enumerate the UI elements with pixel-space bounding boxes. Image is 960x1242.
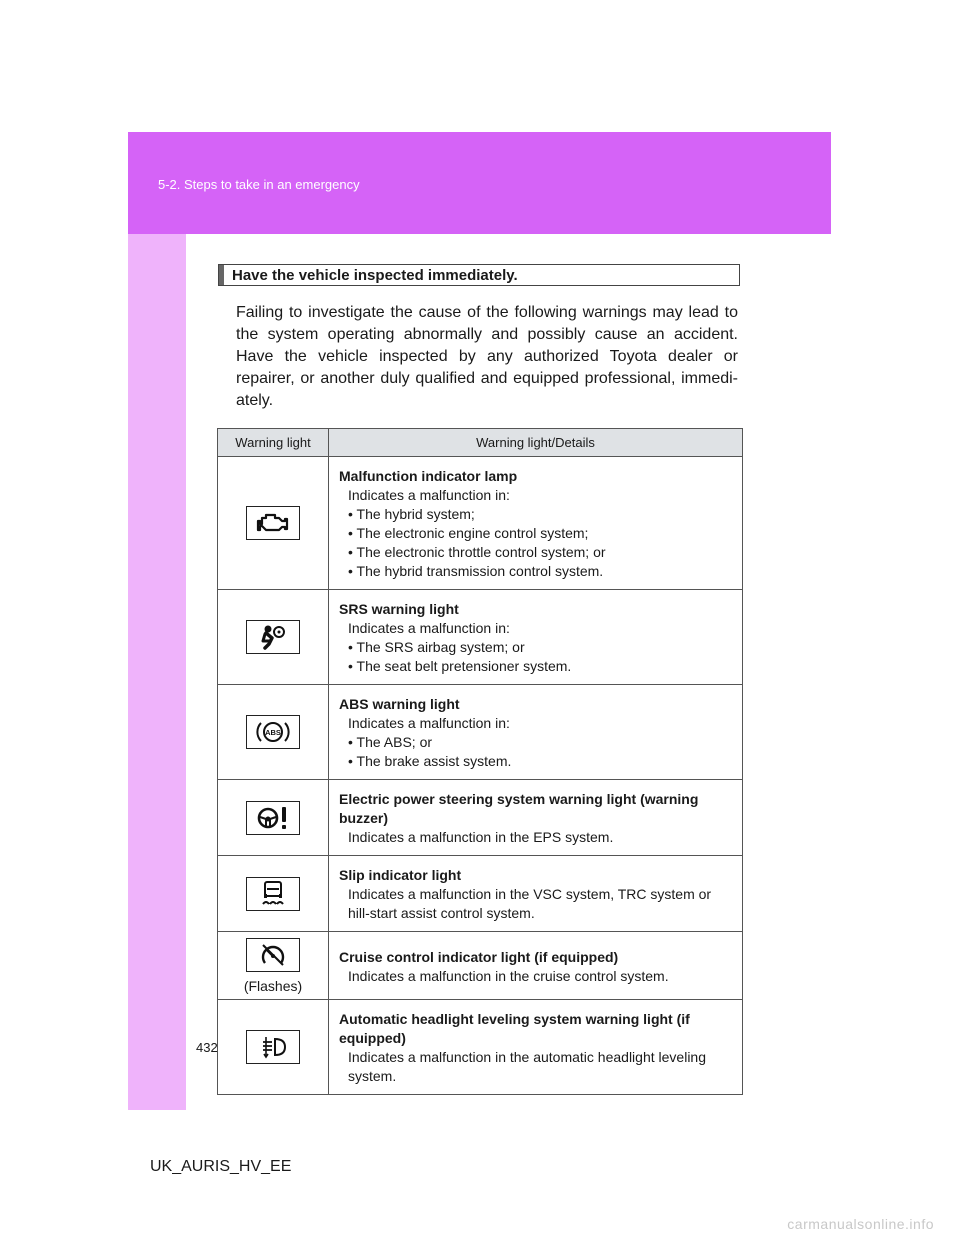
- table-row: [218, 856, 743, 932]
- flash-note: (Flashes): [243, 977, 303, 994]
- icon-cell: [218, 685, 329, 780]
- heading-bar: [219, 265, 224, 285]
- row-title: Cruise control indicator light (if equipped): [339, 948, 619, 965]
- intro-paragraph: Failing to investigate the cause of the following warnings may lead to the system operating abnormally and possibly cause an accident. Have the vehicle inspected by any authorized Toyota dealer or repairer, or another duly qualified and equipped professional, immedi-ately.: [236, 304, 738, 409]
- row-line: • The electronic throttle control system; or: [348, 544, 606, 560]
- section-heading: [218, 264, 740, 286]
- abs-icon: [246, 715, 300, 749]
- svg-text:ABS: ABS: [265, 728, 281, 737]
- row-title: Automatic headlight leveling system warning light (if equipped): [339, 1011, 690, 1046]
- icon-cell: [218, 457, 329, 590]
- row-title: Malfunction indicator lamp: [339, 468, 518, 484]
- icon-cell: [218, 932, 329, 1000]
- row-line: Indicates a malfunction in the EPS system.: [348, 829, 614, 845]
- row-line: • The brake assist system.: [348, 753, 512, 769]
- details-cell: [329, 856, 743, 932]
- col-warning-light: Warning light: [218, 429, 329, 457]
- headlight-leveling-icon: [246, 1030, 300, 1064]
- table-row: [218, 932, 743, 1000]
- power-steering-icon: [246, 801, 300, 835]
- details-cell: [329, 685, 743, 780]
- details-cell: [329, 457, 743, 590]
- row-line: • The electronic engine control system;: [348, 525, 589, 541]
- row-line: • The SRS airbag system; or: [348, 639, 525, 655]
- row-line: Indicates a malfunction in the VSC system, TRC system or hill-start assist control system.: [348, 886, 712, 921]
- details-cell: [329, 932, 743, 1000]
- row-line: Indicates a malfunction in the cruise control system.: [348, 967, 669, 984]
- doc-code: UK_AURIS_HV_EE: [150, 1158, 292, 1175]
- row-title: SRS warning light: [339, 601, 459, 617]
- srs-airbag-icon: [246, 620, 300, 654]
- icon-cell: [218, 1000, 329, 1095]
- col-details: Warning light/Details: [329, 429, 743, 457]
- watermark: carmanualsonline.info: [787, 1216, 934, 1232]
- section-heading-text: Have the vehicle inspected immediately.: [232, 266, 518, 284]
- breadcrumb: 5-2. Steps to take in an emergency: [158, 177, 360, 192]
- row-line: Indicates a malfunction in:: [348, 715, 510, 731]
- icon-cell: [218, 780, 329, 856]
- engine-icon: [246, 506, 300, 540]
- row-line: • The seat belt pretensioner system.: [348, 658, 572, 674]
- row-line: • The hybrid transmission control system.: [348, 563, 604, 579]
- table-row: [218, 457, 743, 590]
- details-cell: [329, 590, 743, 685]
- table-row: [218, 780, 743, 856]
- side-band: [128, 234, 186, 1110]
- row-line: Indicates a malfunction in:: [348, 487, 510, 503]
- table-row: [218, 685, 743, 780]
- row-title: ABS warning light: [339, 696, 460, 712]
- cruise-control-icon: [246, 938, 300, 972]
- row-line: Indicates a malfunction in:: [348, 620, 510, 636]
- table-header-row: [218, 429, 743, 457]
- details-cell: [329, 780, 743, 856]
- warning-table: [217, 428, 743, 1095]
- table-row: [218, 590, 743, 685]
- page-number: 432: [196, 1040, 218, 1055]
- icon-cell: [218, 856, 329, 932]
- icon-cell: [218, 590, 329, 685]
- slip-indicator-icon: [246, 877, 300, 911]
- row-line: Indicates a malfunction in the automatic headlight leveling system.: [348, 1049, 706, 1084]
- table-row: [218, 1000, 743, 1095]
- row-title: Electric power steering system warning light (warning buzzer): [339, 791, 699, 826]
- row-title: Slip indicator light: [339, 867, 462, 883]
- row-line: • The hybrid system;: [348, 506, 475, 522]
- details-cell: [329, 1000, 743, 1095]
- row-line: • The ABS; or: [348, 734, 433, 750]
